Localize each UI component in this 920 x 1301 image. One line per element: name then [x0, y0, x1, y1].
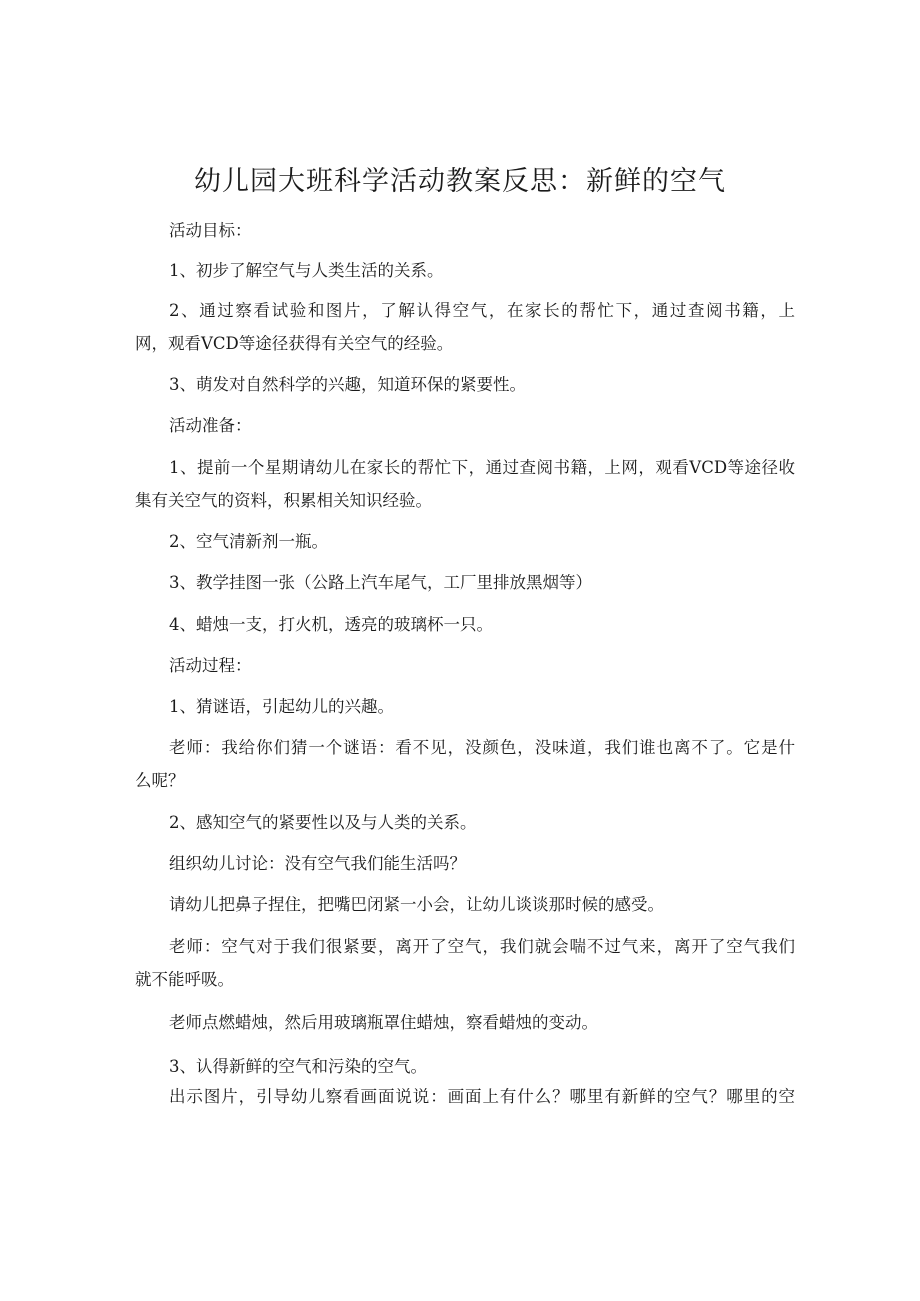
paragraph-line: 3、萌发对自然科学的兴趣，知道环保的紧要性。 [169, 375, 526, 394]
paragraph-line: 老师点燃蜡烛，然后用玻璃瓶罩住蜡烛，察看蜡烛的变动。 [169, 1013, 598, 1032]
paragraph-line: 老师：空气对于我们很紧要，离开了空气，我们就会喘不过气来，离开了空气我们 [169, 937, 795, 956]
paragraph-line: 2、通过察看试验和图片，了解认得空气，在家长的帮忙下，通过查阅书籍，上 [169, 301, 795, 320]
section-heading-process: 活动过程： [169, 656, 252, 675]
document-title: 幼儿园大班科学活动教案反思：新鲜的空气 [194, 166, 726, 197]
paragraph-line: 集有关空气的资料，积累相关知识经验。 [135, 491, 432, 510]
paragraph-line: 组织幼儿讨论：没有空气我们能生活吗？ [169, 854, 466, 873]
paragraph-line: 1、猜谜语，引起幼儿的兴趣。 [169, 697, 394, 716]
paragraph-line: 1、初步了解空气与人类生活的关系。 [169, 261, 444, 280]
paragraph-line: 就不能呼吸。 [135, 970, 234, 989]
paragraph-line: 网，观看VCD等途径获得有关空气的经验。 [135, 334, 454, 353]
paragraph-line: 1、提前一个星期请幼儿在家长的帮忙下，通过查阅书籍，上网，观看VCD等途径收 [169, 458, 795, 477]
paragraph-line: 么呢？ [135, 771, 185, 790]
paragraph-line: 2、空气清新剂一瓶。 [169, 532, 328, 551]
paragraph-line: 3、认得新鲜的空气和污染的空气。 [169, 1057, 427, 1076]
paragraph-line: 4、蜡烛一支，打火机，透亮的玻璃杯一只。 [169, 615, 493, 634]
section-heading-objectives: 活动目标： [169, 221, 252, 240]
paragraph-line: 3、教学挂图一张（公路上汽车尾气，工厂里排放黑烟等） [169, 573, 592, 592]
section-heading-preparation: 活动准备： [169, 416, 252, 435]
paragraph-line: 老师：我给你们猜一个谜语：看不见，没颜色，没味道，我们谁也离不了。它是什 [169, 738, 795, 757]
paragraph-line: 请幼儿把鼻子捏住，把嘴巴闭紧一小会，让幼儿谈谈那时候的感受。 [169, 895, 664, 914]
paragraph-line: 2、感知空气的紧要性以及与人类的关系。 [169, 813, 477, 832]
paragraph-line: 出示图片，引导幼儿察看画面说说：画面上有什么？哪里有新鲜的空气？哪里的空 [169, 1087, 795, 1106]
